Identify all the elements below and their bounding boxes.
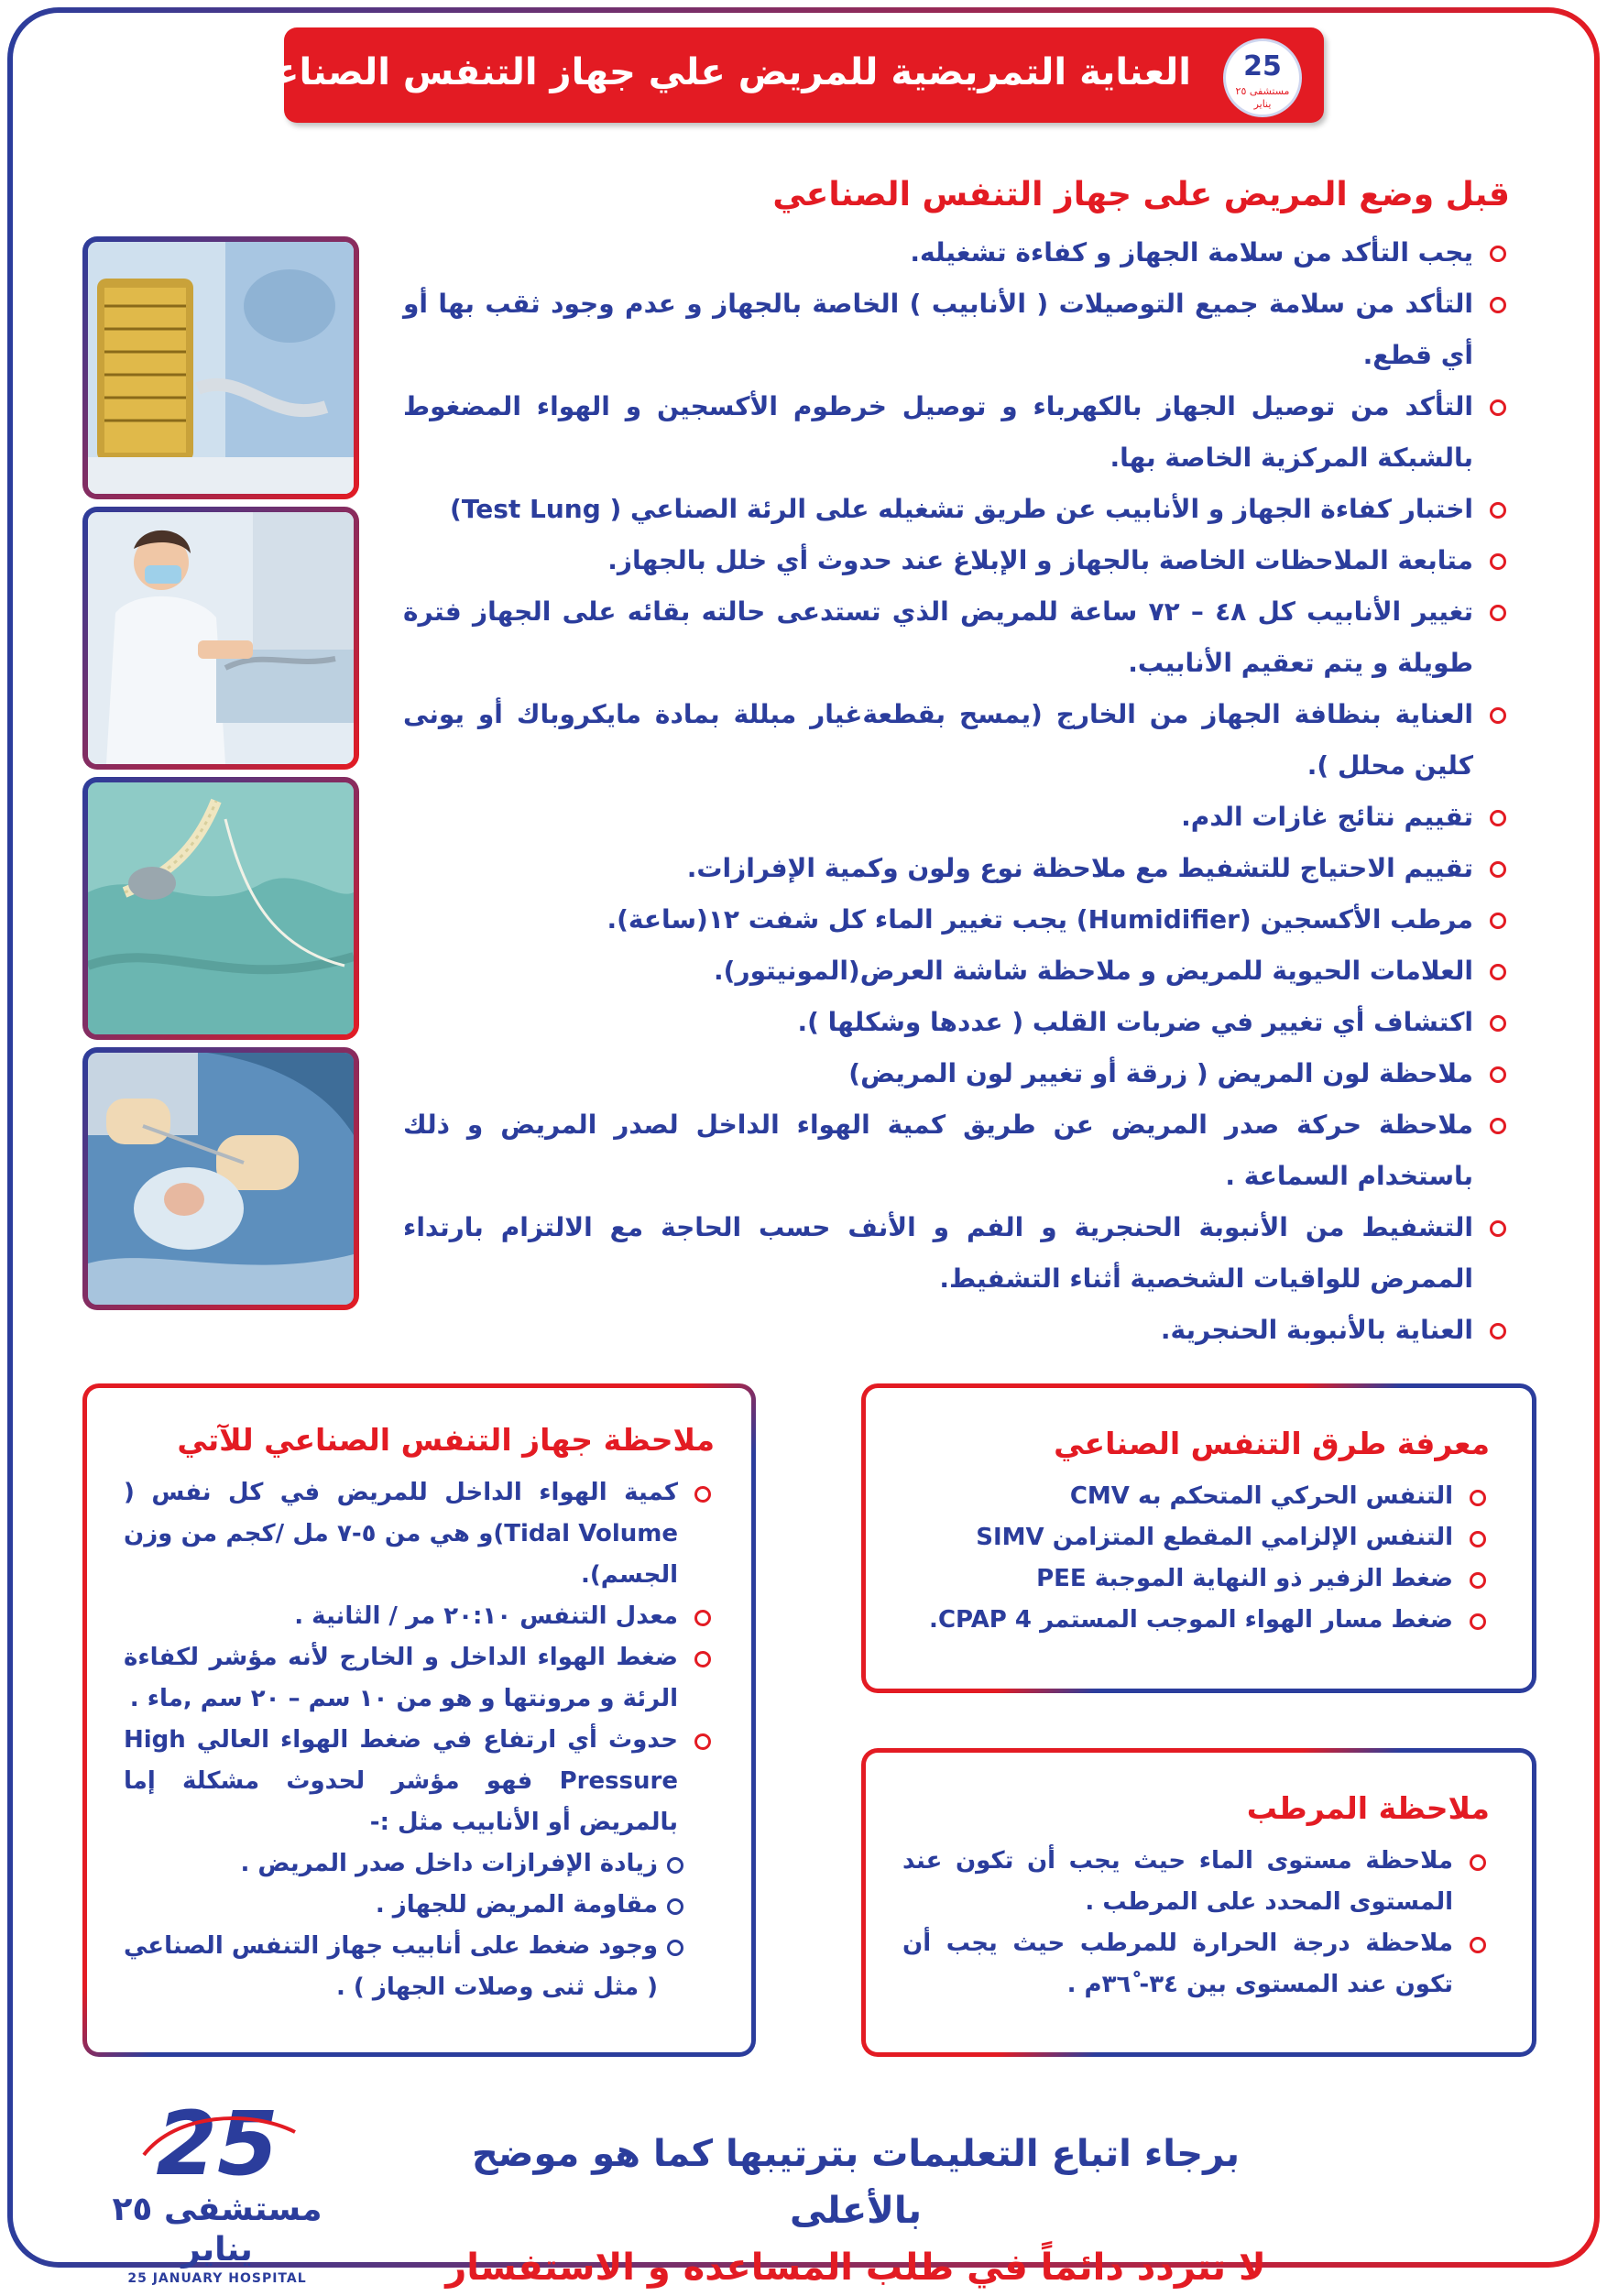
bullet-icon bbox=[667, 1898, 683, 1915]
footer-logo-english: 25 JANUARY HOSPITAL bbox=[127, 2271, 307, 2286]
bullet-icon bbox=[1490, 1220, 1506, 1237]
bullet-icon bbox=[1490, 297, 1506, 313]
list-item: العلامات الحيوية للمريض و ملاحظة شاشة العرض(المونيتور). bbox=[403, 946, 1510, 997]
logo-text: مستشفى ٢٥ يناير bbox=[1235, 85, 1290, 110]
list-item: التأكد من سلامة جميع التوصيلات ( الأنابيب ) الخاصة بالجهاز و عدم وجود ثقب بها أو أي قطع. bbox=[403, 279, 1510, 381]
bullet-icon bbox=[1490, 553, 1506, 570]
list-item: وجود ضغط على أنابيب جهاز التنفس الصناعي ( مثل ثنى وصلات الجهاز ) . bbox=[124, 1926, 687, 2008]
bullet-icon bbox=[1470, 1854, 1486, 1871]
list-item: العناية بالأنبوبة الحنجرية. bbox=[403, 1305, 1510, 1356]
ventilator-photo bbox=[82, 236, 359, 499]
logo-number: 25 bbox=[1243, 50, 1282, 82]
bullet-icon bbox=[1490, 246, 1506, 262]
bullet-icon bbox=[667, 1857, 683, 1874]
main-list bbox=[403, 227, 1510, 1356]
bullet-icon bbox=[1470, 1613, 1486, 1630]
list-item: يجب التأكد من سلامة الجهاز و كفاءة تشغيله. bbox=[403, 227, 1510, 279]
list-item: التنفس الإلزامي المقطع المتزامن SIMV bbox=[902, 1517, 1490, 1558]
bullet-icon bbox=[1490, 810, 1506, 826]
list-item: حدوث أي ارتفاع في ضغط الهواء العالي High Pressure فهو مؤشر لحدوث مشكلة إما بالمريض أو الأنابيب مثل :- bbox=[124, 1720, 715, 1843]
list-item: تغيير الأنابيب كل ٤٨ – ٧٢ ساعة للمريض الذي تستدعى حالته بقائه على الجهاز فترة طويلة و يتم تعقيم الأنابيب. bbox=[403, 586, 1510, 689]
bullet-icon bbox=[694, 1610, 711, 1626]
logo-swoosh-icon bbox=[139, 2109, 300, 2164]
bullet-icon bbox=[694, 1651, 711, 1667]
ventilator-observation-list bbox=[124, 1472, 715, 1843]
list-item: ضغط الهواء الداخل و الخارج لأنه مؤشر لكفاءة الرئة و مرونتها و هو من ١٠ سم – ٢٠ سم ,ماء . bbox=[124, 1637, 715, 1720]
page-title: العناية التمريضية للمريض علي جهاز التنفس الصناعي bbox=[236, 51, 1191, 93]
list-item: اكتشاف أي تغيير في ضربات القلب ( عددها وشكلها ). bbox=[403, 997, 1510, 1048]
title-bar bbox=[236, 27, 1324, 123]
bullet-icon bbox=[1490, 1066, 1506, 1083]
list-item: زيادة الإفرازات داخل صدر المريض . bbox=[124, 1843, 687, 1885]
list-item: معدل التنفس ٢٠:١٠ مر / الثانية . bbox=[124, 1596, 715, 1637]
bullet-icon bbox=[1490, 1118, 1506, 1134]
bullet-icon bbox=[1490, 399, 1506, 416]
main-section bbox=[403, 172, 1510, 1356]
humidifier-box bbox=[861, 1748, 1536, 2057]
list-item: تقييم الاحتياج للتشفيط مع ملاحظة نوع ولون وكمية الإفرازات. bbox=[403, 843, 1510, 894]
list-item: مرطب الأكسجين (Humidifier) يجب تغيير الماء كل شفت ١٢(ساعة). bbox=[403, 894, 1510, 946]
list-item: تقييم نتائج غازات الدم. bbox=[403, 792, 1510, 843]
ventilator-observation-box bbox=[82, 1383, 756, 2057]
footer-message bbox=[407, 2126, 1305, 2296]
list-item: كمية الهواء الداخل للمريض في كل نفس ( Tidal Volume)و هي من ٥-٧ مل /كجم من وزن الجسم). bbox=[124, 1472, 715, 1596]
list-item: ملاحظة مستوى الماء حيث يجب أن تكون عند المستوى المحدد على المرطب . bbox=[902, 1841, 1490, 1923]
bullet-icon bbox=[694, 1486, 711, 1503]
list-item: التنفس الحركي المتحكم به CMV bbox=[902, 1476, 1490, 1517]
bullet-icon bbox=[1490, 1015, 1506, 1032]
bullet-icon bbox=[1490, 502, 1506, 519]
bullet-icon bbox=[1490, 964, 1506, 980]
bullet-icon bbox=[1470, 1490, 1486, 1506]
list-item: التأكد من توصيل الجهاز بالكهرباء و توصيل خرطوم الأكسجين و الهواء المضغوط بالشبكة المركزية الخاصة بها. bbox=[403, 381, 1510, 484]
ventilator-tubing-photo bbox=[82, 777, 359, 1040]
list-item: ضغط مسار الهواء الموجب المستمر CPAP 4. bbox=[902, 1600, 1490, 1641]
footer-help-note: لا تتردد دائماً في طلب المساعده و الاستفسار bbox=[445, 2247, 1266, 2289]
nurse-photo bbox=[82, 507, 359, 770]
list-item: اختبار كفاءة الجهاز و الأنابيب عن طريق تشغيله على الرئة الصناعي ( Test Lung) bbox=[403, 484, 1510, 535]
ventilation-modes-list bbox=[902, 1476, 1490, 1641]
footer-instruction: برجاء اتباع التعليمات بترتيبها كما هو موضح بالأعلى bbox=[471, 2133, 1241, 2232]
bullet-icon bbox=[1490, 861, 1506, 878]
main-heading: قبل وضع المريض على جهاز التنفس الصناعي bbox=[772, 176, 1510, 213]
list-item: العناية بنظافة الجهاز من الخارج (يمسح بقطعةغيار مبللة بمادة مايكروباك أو يونى كلين محلل ). bbox=[403, 689, 1510, 792]
list-item: التشفيط من الأنبوبة الحنجرية و الفم و الأنف حسب الحاجة مع الالتزام بارتداء الممرض للواقيات الشخصية أثناء التشفيط. bbox=[403, 1202, 1510, 1305]
bullet-icon bbox=[1490, 1323, 1506, 1339]
intubation-photo bbox=[82, 1047, 359, 1310]
list-item: ملاحظة درجة الحرارة للمرطب حيث يجب أن تكون عند المستوى بين ٣٤- ٣٦ْم . bbox=[902, 1923, 1490, 2006]
list-item: متابعة الملاحظات الخاصة بالجهاز و الإبلاغ عند حدوث أي خلل بالجهاز. bbox=[403, 535, 1510, 586]
bullet-icon bbox=[1470, 1937, 1486, 1953]
ventilator-observation-title: ملاحظة جهاز التنفس الصناعي للآتي bbox=[177, 1422, 715, 1458]
list-item: ضغط الزفير ذو النهاية الموجبة PEE bbox=[902, 1558, 1490, 1600]
list-item: مقاومة المريض للجهاز . bbox=[124, 1885, 687, 1926]
bullet-icon bbox=[667, 1940, 683, 1956]
bullet-icon bbox=[1490, 913, 1506, 929]
footer-hospital-logo bbox=[84, 2093, 350, 2286]
footer-logo-number: 25 bbox=[156, 2093, 279, 2195]
high-pressure-causes-list bbox=[124, 1843, 715, 2008]
ventilation-modes-box bbox=[861, 1383, 1536, 1693]
bullet-icon bbox=[694, 1733, 711, 1750]
humidifier-title: ملاحظة المرطب bbox=[1246, 1790, 1490, 1826]
ventilation-modes-title: معرفة طرق التنفس الصناعي bbox=[1054, 1426, 1490, 1461]
bullet-icon bbox=[1470, 1572, 1486, 1589]
list-item: ملاحظة حركة صدر المريض عن طريق كمية الهواء الداخل لصدر المريض و ذلك باستخدام السماعة . bbox=[403, 1099, 1510, 1202]
list-item: ملاحظة لون المريض ( زرقة أو تغيير لون المريض) bbox=[403, 1048, 1510, 1099]
bullet-icon bbox=[1470, 1531, 1486, 1547]
bullet-icon bbox=[1490, 605, 1506, 621]
bullet-icon bbox=[1490, 707, 1506, 724]
humidifier-list bbox=[902, 1841, 1490, 2006]
footer-logo-arabic: مستشفى ٢٥ يناير bbox=[112, 2191, 322, 2269]
hospital-logo-badge bbox=[1223, 38, 1302, 117]
